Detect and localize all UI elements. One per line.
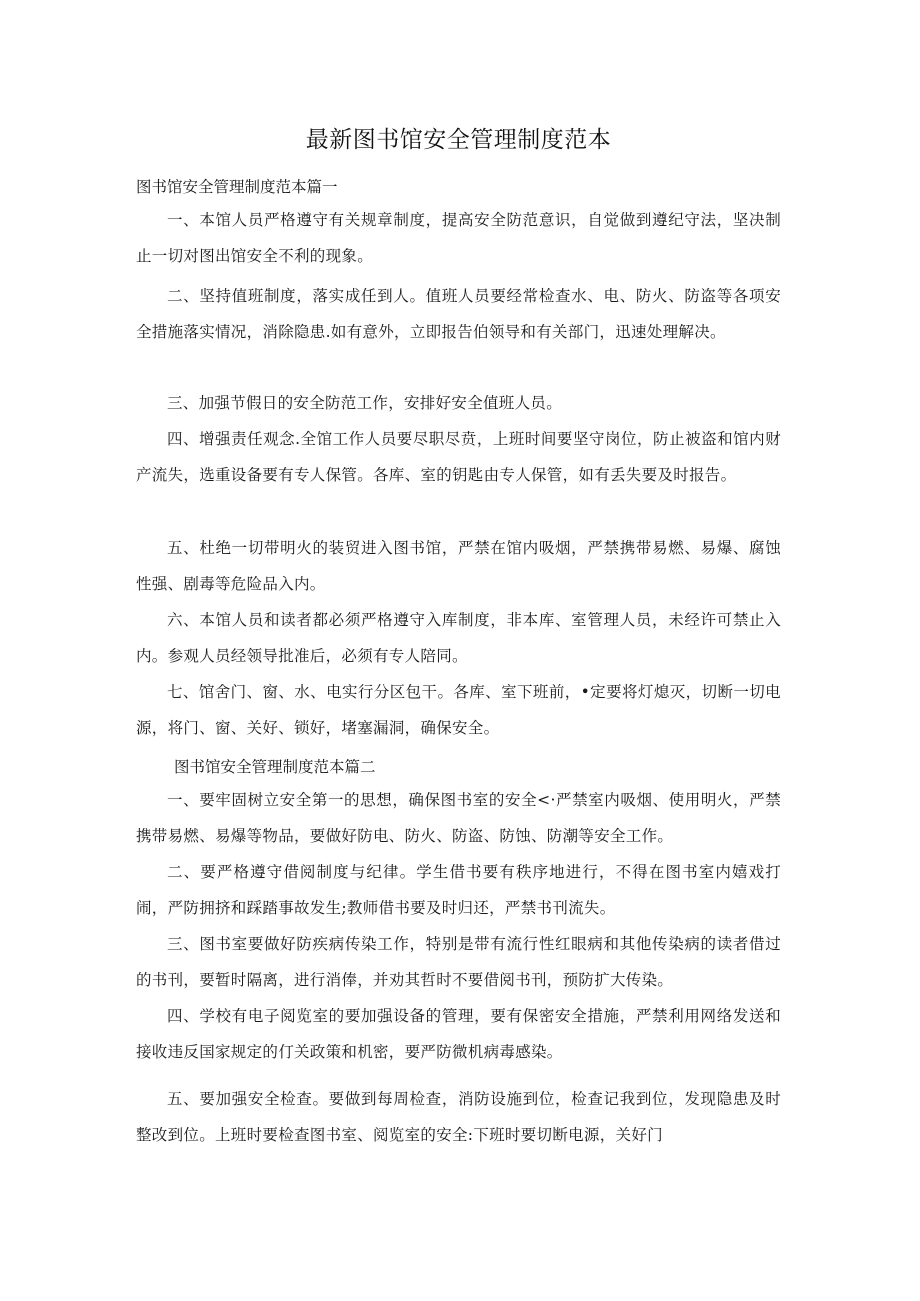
document-title: 最新图书馆安全管理制度范本: [305, 127, 612, 153]
paragraph: 二、要严格遵守借阅制度与纪律。学生借书要有秩序地进行，不得在图书室内嬉戏打闹，严防拥挤和踩踏事故发生;教师借书要及时归还，严禁书刊流失。: [136, 863, 781, 917]
paragraph: 五、杜绝一切带明火的装贸进入图书馆，严禁在馆内吸烟，严禁携带易燃、易爆、腐蚀性强、剧毒等危险品入内。: [136, 539, 781, 593]
paragraph: 三、图书室要做好防疾病传染工作，特别是带有流行性红眼病和其他传染病的读者借过的书刊，要暂时隔离，进行消俸，并劝其哲时不要借阅书刊，预防扩大传染。: [136, 935, 781, 989]
paragraph: 六、本馆人员和读者都必须严格遵守入库制度，非本库、室管理人员，未经许可禁止入内。参观人员经领导批准后，必须有专人陪同。: [136, 611, 781, 665]
paragraph: 五、要加强安全检查。要做到每周检查，消防设施到位，检查记我到位，发现隐患及时整改到位。上班时要检查图书室、阅览室的安全:下班时要切断电源，关好门: [136, 1090, 781, 1144]
paragraph: 三、加强节假日的安全防范工作，安排好安全值班人员。: [167, 394, 563, 412]
paragraph: 一、要牢固树立安全第一的思想，确保图书室的安全<·严禁室内吸烟、使用明火，严禁携带易燃、易爆等物品，要做好防电、防火、防盗、防蚀、防潮等安全工作。: [136, 791, 781, 845]
paragraph: 一、本馆人员严格遵守有关规章制度，提高安全防范意识，自觉做到遵纪守法，坚决制止一切对图出馆安全不利的现象。: [136, 211, 781, 265]
paragraph: 七、馆舍门、窗、水、电实行分区包干。各库、室下班前，•定要将灯熄灭，切断一切电源，将门、窗、关好、锁好，堵塞漏洞，确保安全。: [136, 683, 781, 737]
section-heading-2: 图书馆安全管理制度范本篇二: [174, 758, 376, 776]
section-heading-1: 图书馆安全管理制度范本篇一: [136, 178, 338, 196]
paragraph: 四、增强责任观念.全馆工作人员要尽职尽贲，上班时间要坚守岗位，防止被盗和馆内财产流失，选重设备要有专人保管。各库、室的钥匙由专人保管，如有丢失要及时报告。: [136, 430, 781, 484]
paragraph: 四、学校有电子阅览室的要加强设备的管理，要有保密安全措施，严禁利用网络发送和接收违反国家规定的仃关政策和机密，要严防微机病毒感染。: [136, 1007, 781, 1061]
paragraph: 二、坚持值班制度，落实成任到人。值班人员要经常检查水、电、防火、防盗等各项安全措施落实情况，消除隐患.如有意外，立即报告伯领导和有关部门，迅速处理解决。: [136, 287, 781, 341]
